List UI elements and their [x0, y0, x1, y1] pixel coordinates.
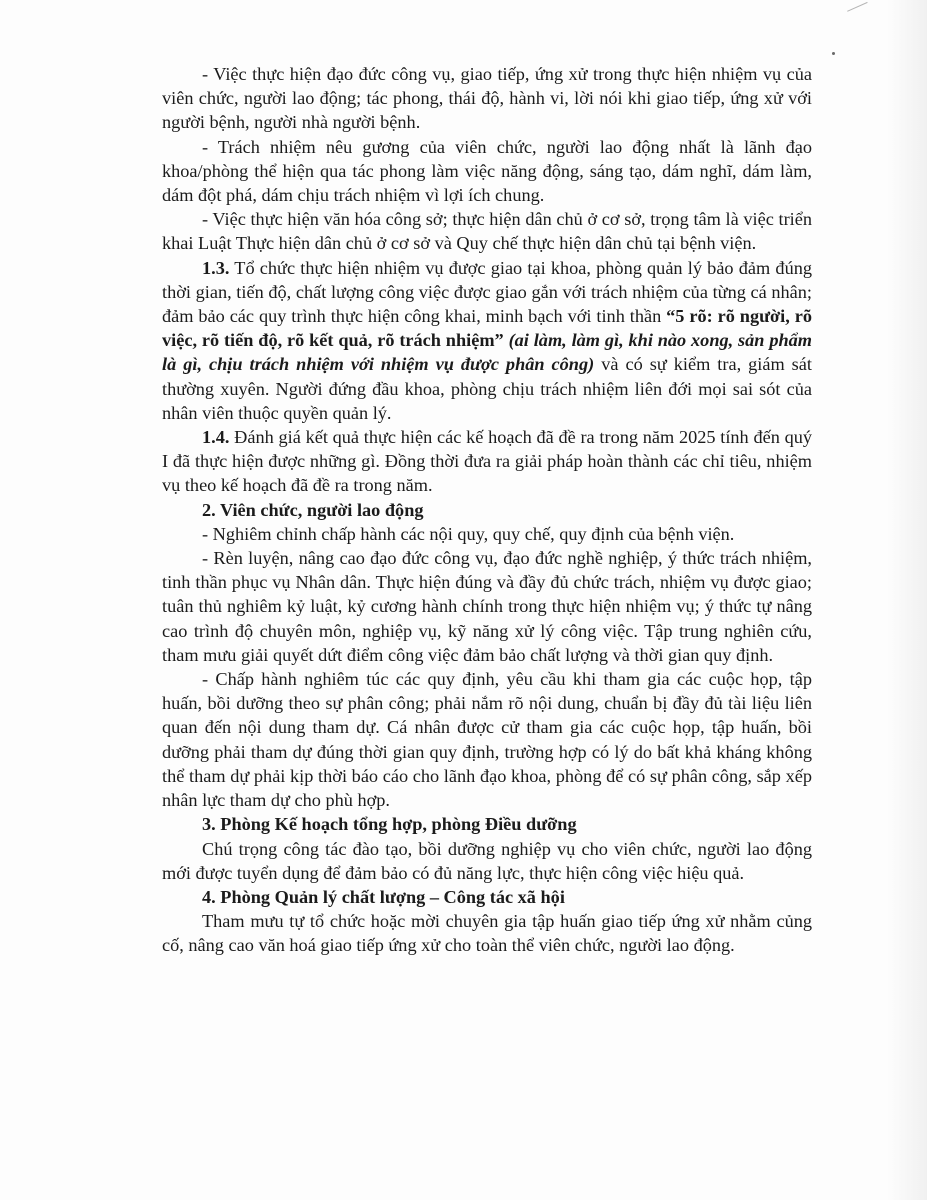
- heading-section-2: 2. Viên chức, người lao động: [202, 499, 424, 520]
- section-1-3-text-c: và có sự kiểm tra, giám sát thường xuyên. Người đứng đầu khoa, phòng chịu trách nhiệm liên đới mọi sai sót của nhân viên thuộc quyền quản lý.: [162, 354, 812, 423]
- section-1-4-text: Đánh giá kết quả thực hiện các kế hoạch đã đề ra trong năm 2025 tính đến quý I đã thực hiện được những gì. Đồng thời đưa ra giải pháp hoàn thành các chỉ tiêu, nhiệm vụ theo kế hoạch đã đề ra trong năm.: [162, 427, 812, 496]
- section-1-3-five-clear: “5 rõ: rõ người, rõ việc, rõ tiến độ, rõ kết quả, rõ trách nhiệm”: [162, 306, 812, 351]
- heading-section-4: 4. Phòng Quản lý chất lượng – Công tác xã hội: [202, 886, 565, 907]
- paragraph-training-ethics: - Rèn luyện, nâng cao đạo đức công vụ, đạo đức nghề nghiệp, ý thức trách nhiệm, tinh thần phục vụ Nhân dân. Thực hiện đúng và đầy đủ chức trách, nhiệm vụ được giao; tuân thủ nghiêm kỷ luật, kỷ cương hành chính trong thực hiện nhiệm vụ; ý thức tự nâng cao trình độ chuyên môn, nghiệp vụ, kỹ năng xử lý công việc. Tập trung nghiên cứu, tham mưu giải quyết dứt điểm công việc đảm bảo chất lượng và thời gian quy định.: [162, 548, 812, 665]
- paragraph-quality-social: Tham mưu tự tổ chức hoặc mời chuyên gia tập huấn giao tiếp ứng xử nhằm củng cố, nâng cao văn hoá giao tiếp ứng xử cho toàn thể viên chức, người lao động.: [162, 911, 812, 956]
- heading-section-3: 3. Phòng Kế hoạch tổng hợp, phòng Điều dưỡng: [202, 814, 577, 835]
- scan-mark: [847, 2, 871, 19]
- section-1-3: [162, 256, 812, 425]
- document-body: [162, 62, 812, 958]
- paragraph-meetings: - Chấp hành nghiêm túc các quy định, yêu cầu khi tham gia các cuộc họp, tập huấn, bồi dưỡng theo sự phân công; phải nắm rõ nội dung, chuẩn bị đầy đủ tài liệu liên quan đến nội dung tham dự. Cá nhân được cử tham gia các cuộc họp, tập huấn, bồi dưỡng phải tham dự đúng thời gian quy định, trường hợp có lý do bất khả kháng không thể tham dự phải kịp thời báo cáo cho lãnh đạo khoa, phòng để có sự phân công, sắp xếp nhân lực tham dự cho phù hợp.: [162, 669, 812, 811]
- section-1-4: [162, 425, 812, 498]
- section-1-4-number: 1.4.: [202, 427, 230, 448]
- paragraph-ethics: - Việc thực hiện đạo đức công vụ, giao tiếp, ứng xử trong thực hiện nhiệm vụ của viên chức, người lao động; tác phong, thái độ, hành vi, lời nói khi giao tiếp, ứng xử với người bệnh, người nhà người bệnh.: [162, 64, 812, 133]
- section-1-3-number: 1.3.: [202, 257, 230, 278]
- scan-dot: [832, 52, 835, 55]
- section-1-3-text-a: Tổ chức thực hiện nhiệm vụ được giao tại khoa, phòng quản lý bảo đảm đúng thời gian, tiến độ, chất lượng công việc được giao gắn với trách nhiệm của từng cá nhân; đảm bảo các quy trình thực hiện công khai, minh bạch với tinh thần: [162, 257, 812, 327]
- paragraph-planning-nursing: Chú trọng công tác đào tạo, bồi dưỡng nghiệp vụ cho viên chức, người lao động mới được tuyển dụng để đảm bảo có đủ năng lực, thực hiện công việc hiệu quả.: [162, 838, 812, 883]
- section-1-3-explanation: (ai làm, làm gì, khi nào xong, sản phẩm là gì, chịu trách nhiệm với nhiệm vụ được phân công): [162, 330, 812, 375]
- paragraph-role-model: - Trách nhiệm nêu gương của viên chức, người lao động nhất là lãnh đạo khoa/phòng thể hiện qua tác phong làm việc năng động, sáng tạo, dám nghĩ, dám làm, dám đột phá, dám chịu trách nhiệm vì lợi ích chung.: [162, 136, 812, 206]
- paragraph-office-culture: - Việc thực hiện văn hóa công sở; thực hiện dân chủ ở cơ sở, trọng tâm là việc triển khai Luật Thực hiện dân chủ ở cơ sở và Quy chế thực hiện dân chủ tại bệnh viện.: [162, 209, 812, 254]
- paragraph-regulations: - Nghiêm chỉnh chấp hành các nội quy, quy chế, quy định của bệnh viện.: [202, 523, 735, 544]
